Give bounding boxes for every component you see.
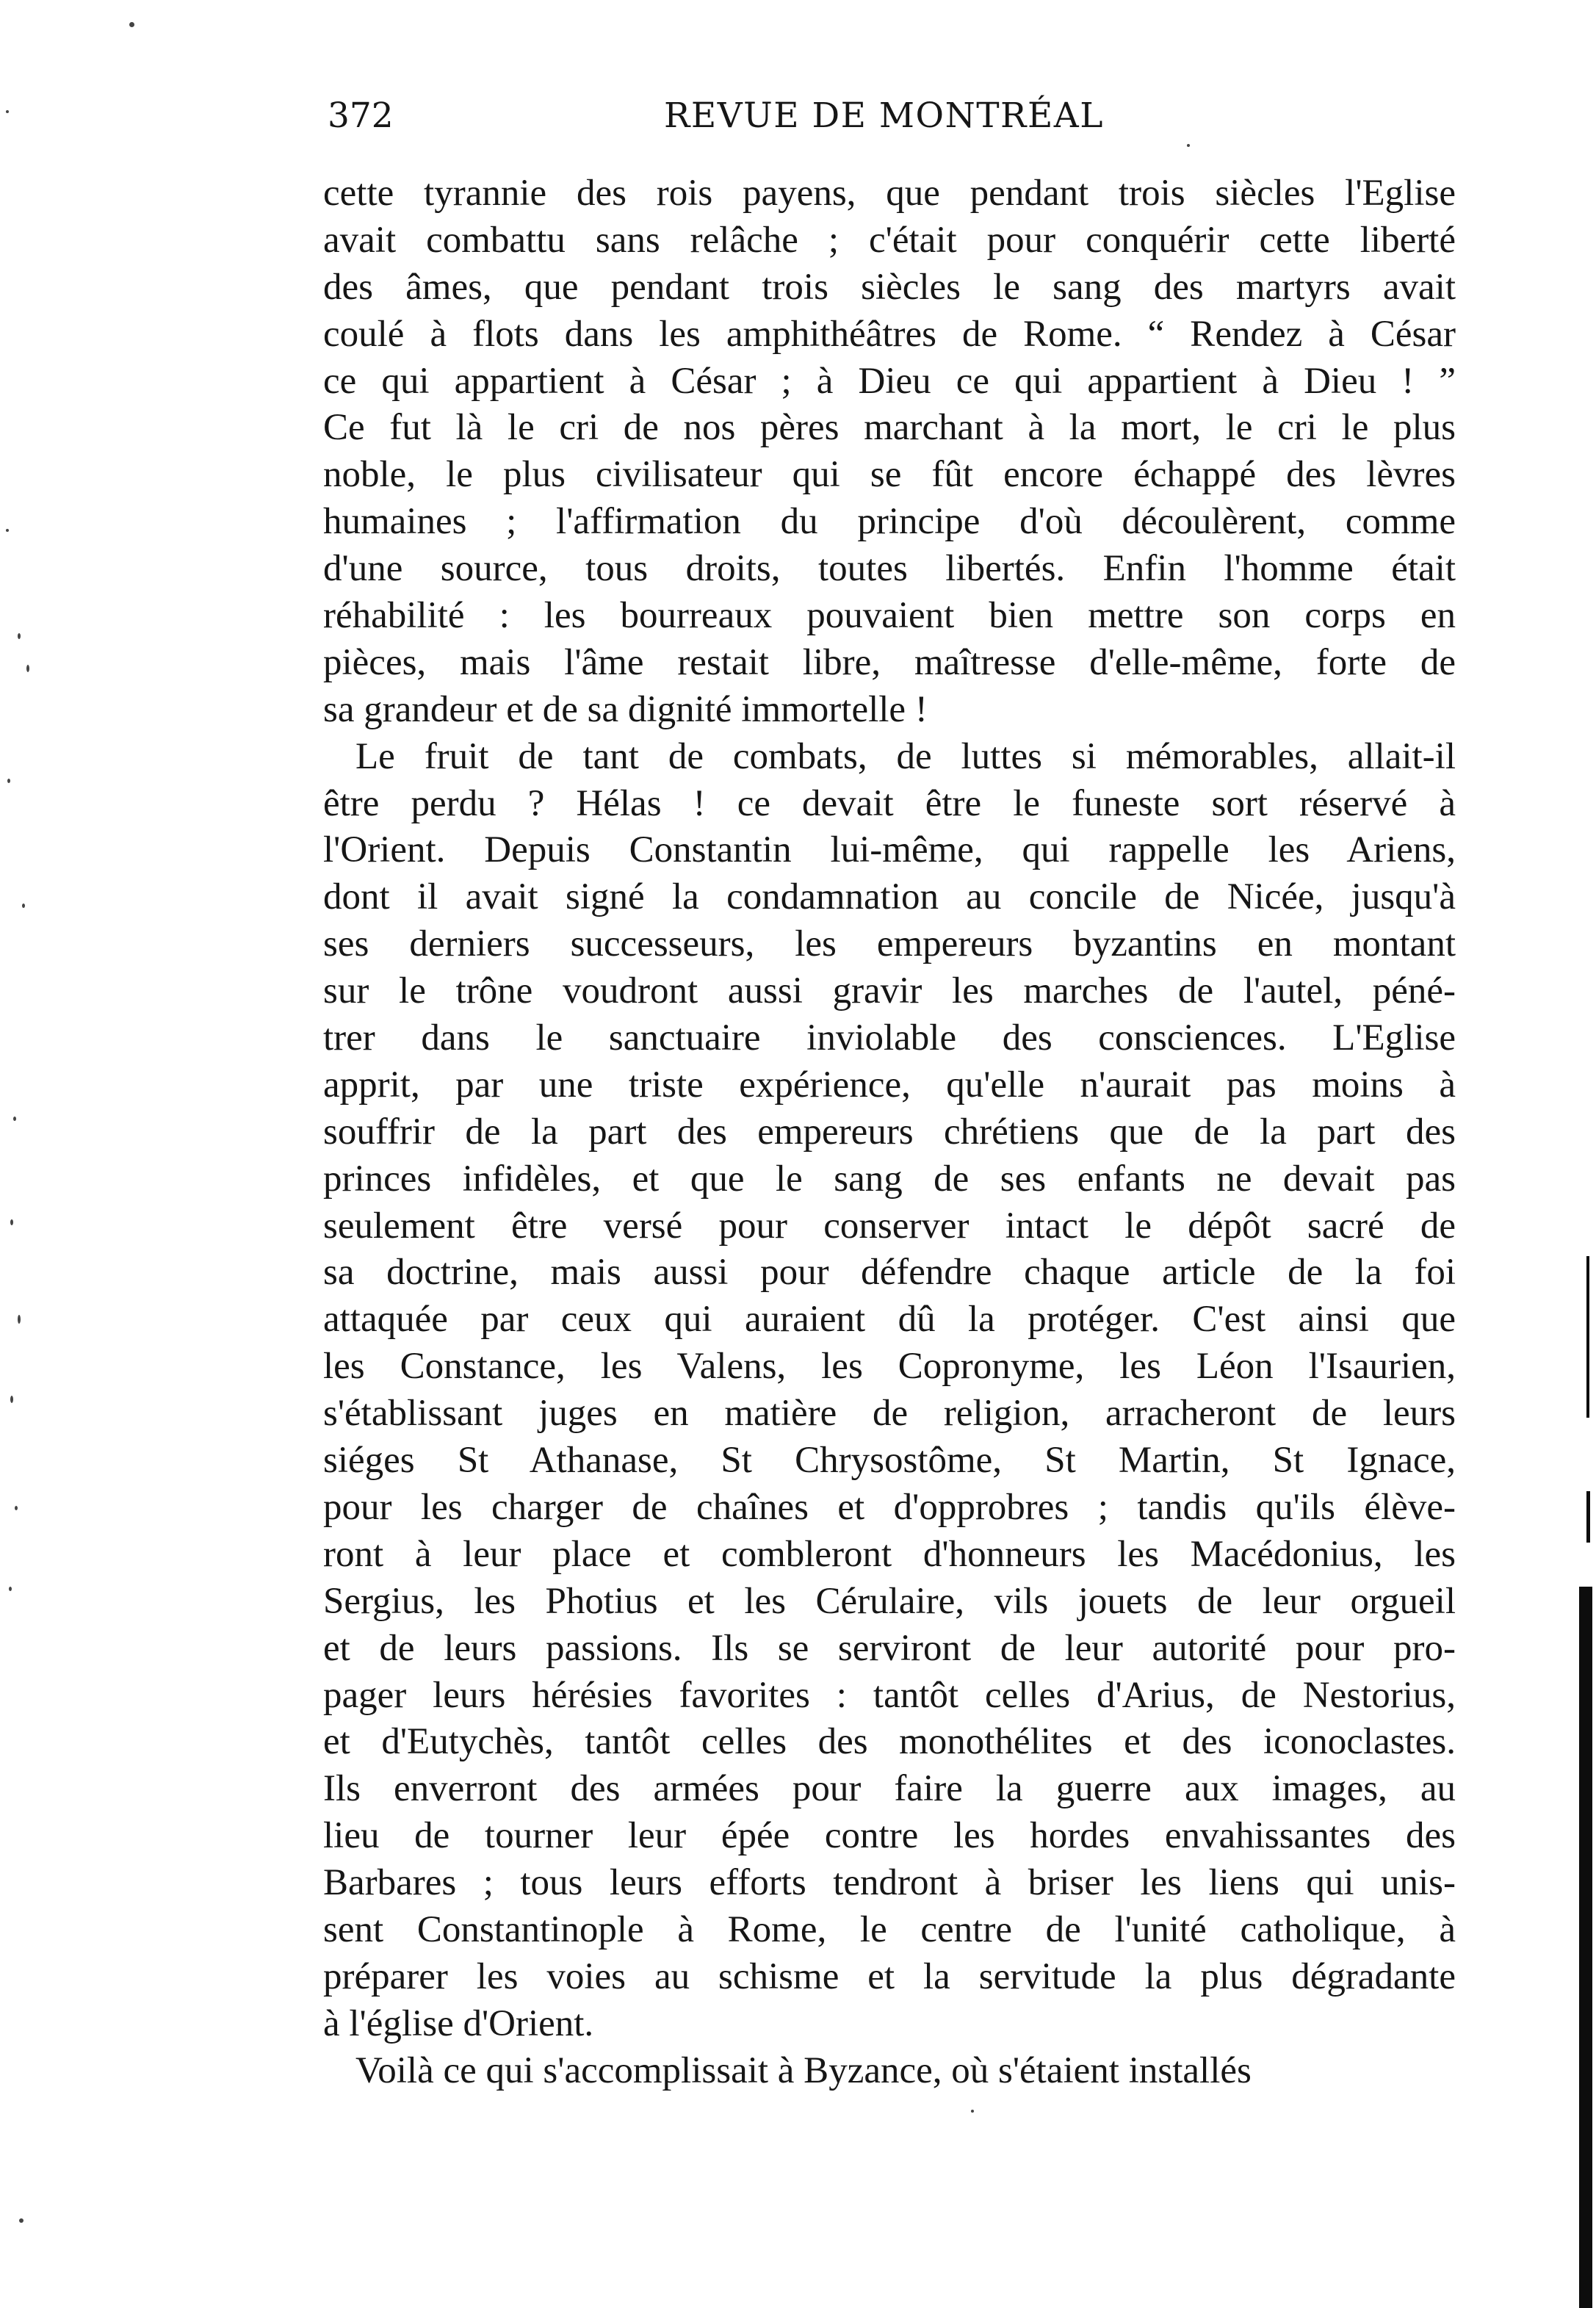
text-line: Le fruit de tant de combats, de luttes si mémorables, allait-il bbox=[355, 735, 1456, 777]
text-line: ront à leur place et combleront d'honneurs les Macédonius, les bbox=[323, 1533, 1456, 1575]
text-line: dont il avait signé la condamnation au concile de Nicée, jusqu'à bbox=[323, 876, 1456, 918]
scan-speck bbox=[10, 1219, 13, 1225]
scan-speck bbox=[18, 633, 21, 639]
text-line: Ce fut là le cri de nos pères marchant à la mort, le cri le plus bbox=[323, 407, 1456, 449]
text-line: à l'église d'Orient. bbox=[323, 2002, 594, 2044]
text-line: d'une source, tous droits, toutes libertés. Enfin l'homme était bbox=[323, 548, 1456, 590]
scan-speck bbox=[13, 1117, 16, 1121]
running-title: REVUE DE MONTRÉAL bbox=[664, 95, 1104, 136]
text-line: ses derniers successeurs, les empereurs byzantins en montant bbox=[323, 923, 1456, 965]
text-line: Sergius, les Photius et les Cérulaire, vils jouets de leur orgueil bbox=[323, 1580, 1456, 1622]
text-line: souffrir de la part des empereurs chrétiens que de la part des bbox=[323, 1111, 1456, 1153]
scan-speck bbox=[10, 1396, 13, 1403]
text-line: Voilà ce qui s'accomplissait à Byzance, où s'étaient installés bbox=[355, 2049, 1252, 2091]
text-line: Ils enverront des armées pour faire la guerre aux images, au bbox=[323, 1768, 1456, 1810]
text-line: coulé à flots dans les amphithéâtres de Rome. “ Rendez à César bbox=[323, 313, 1456, 355]
body-text bbox=[323, 170, 1456, 2095]
scan-speck bbox=[18, 1315, 21, 1324]
text-line: et de leurs passions. Ils se serviront de leur autorité pour pro- bbox=[323, 1627, 1456, 1669]
text-line: siéges St Athanase, St Chrysostôme, St Martin, St Ignace, bbox=[323, 1440, 1456, 1482]
text-line: seulement être versé pour conserver intact le dépôt sacré de bbox=[323, 1205, 1456, 1247]
text-line: et d'Eutychès, tantôt celles des monothélites et des iconoclastes. bbox=[323, 1721, 1456, 1763]
binding-edge-mark bbox=[1579, 1587, 1592, 2308]
scan-speck bbox=[129, 22, 134, 27]
text-line: sa grandeur et de sa dignité immortelle ! bbox=[323, 688, 928, 730]
scan-speck bbox=[15, 1506, 18, 1510]
scan-speck bbox=[1187, 144, 1190, 147]
text-line: réhabilité : les bourreaux pouvaient bien mettre son corps en bbox=[323, 595, 1456, 637]
scan-speck bbox=[22, 904, 25, 908]
text-line: des âmes, que pendant trois siècles le sang des martyrs avait bbox=[323, 266, 1456, 308]
binding-edge-mark bbox=[1586, 1491, 1590, 1543]
text-line: s'établissant juges en matière de religion, arracheront de leurs bbox=[323, 1393, 1456, 1435]
text-line: sur le trône voudront aussi gravir les marches de l'autel, péné- bbox=[323, 970, 1456, 1012]
text-line: ce qui appartient à César ; à Dieu ce qui appartient à Dieu ! ” bbox=[323, 360, 1456, 402]
text-line: noble, le plus civilisateur qui se fût encore échappé des lèvres bbox=[323, 454, 1456, 496]
scan-speck bbox=[19, 2218, 24, 2223]
scan-speck bbox=[26, 665, 29, 672]
scan-speck bbox=[9, 1587, 12, 1591]
text-line: pièces, mais l'âme restait libre, maîtresse d'elle-même, forte de bbox=[323, 641, 1456, 683]
text-line: trer dans le sanctuaire inviolable des consciences. L'Eglise bbox=[323, 1017, 1456, 1059]
text-line: préparer les voies au schisme et la servitude la plus dégradante bbox=[323, 1955, 1456, 1997]
page-number: 372 bbox=[328, 95, 394, 136]
text-line: Barbares ; tous leurs efforts tendront à briser les liens qui unis- bbox=[323, 1862, 1456, 1904]
text-line: attaquée par ceux qui auraient dû la protéger. C'est ainsi que bbox=[323, 1299, 1456, 1341]
text-line: apprit, par une triste expérience, qu'elle n'aurait pas moins à bbox=[323, 1064, 1456, 1106]
scan-speck bbox=[6, 529, 9, 532]
text-line: princes infidèles, et que le sang de ses enfants ne devait pas bbox=[323, 1158, 1456, 1200]
text-line: l'Orient. Depuis Constantin lui-même, qui rappelle les Ariens, bbox=[323, 829, 1456, 871]
text-line: les Constance, les Valens, les Copronyme, les Léon l'Isaurien, bbox=[323, 1346, 1456, 1388]
scan-speck bbox=[6, 110, 9, 113]
scan-speck bbox=[971, 2110, 974, 2113]
text-line: cette tyrannie des rois payens, que pendant trois siècles l'Eglise bbox=[323, 173, 1456, 214]
text-line: pour les charger de chaînes et d'opprobres ; tandis qu'ils élève- bbox=[323, 1486, 1456, 1528]
binding-edge-mark bbox=[1586, 1256, 1589, 1418]
text-line: être perdu ? Hélas ! ce devait être le funeste sort réservé à bbox=[323, 782, 1456, 824]
text-line: sent Constantinople à Rome, le centre de l'unité catholique, à bbox=[323, 1908, 1456, 1950]
text-line: lieu de tourner leur épée contre les hordes envahissantes des bbox=[323, 1815, 1456, 1857]
scan-speck bbox=[7, 779, 10, 783]
text-line: pager leurs hérésies favorites : tantôt celles d'Arius, de Nestorius, bbox=[323, 1674, 1456, 1716]
text-line: avait combattu sans relâche ; c'était pour conquérir cette liberté bbox=[323, 219, 1456, 261]
text-line: sa doctrine, mais aussi pour défendre chaque article de la foi bbox=[323, 1252, 1456, 1294]
text-line: humaines ; l'affirmation du principe d'où découlèrent, comme bbox=[323, 501, 1456, 543]
